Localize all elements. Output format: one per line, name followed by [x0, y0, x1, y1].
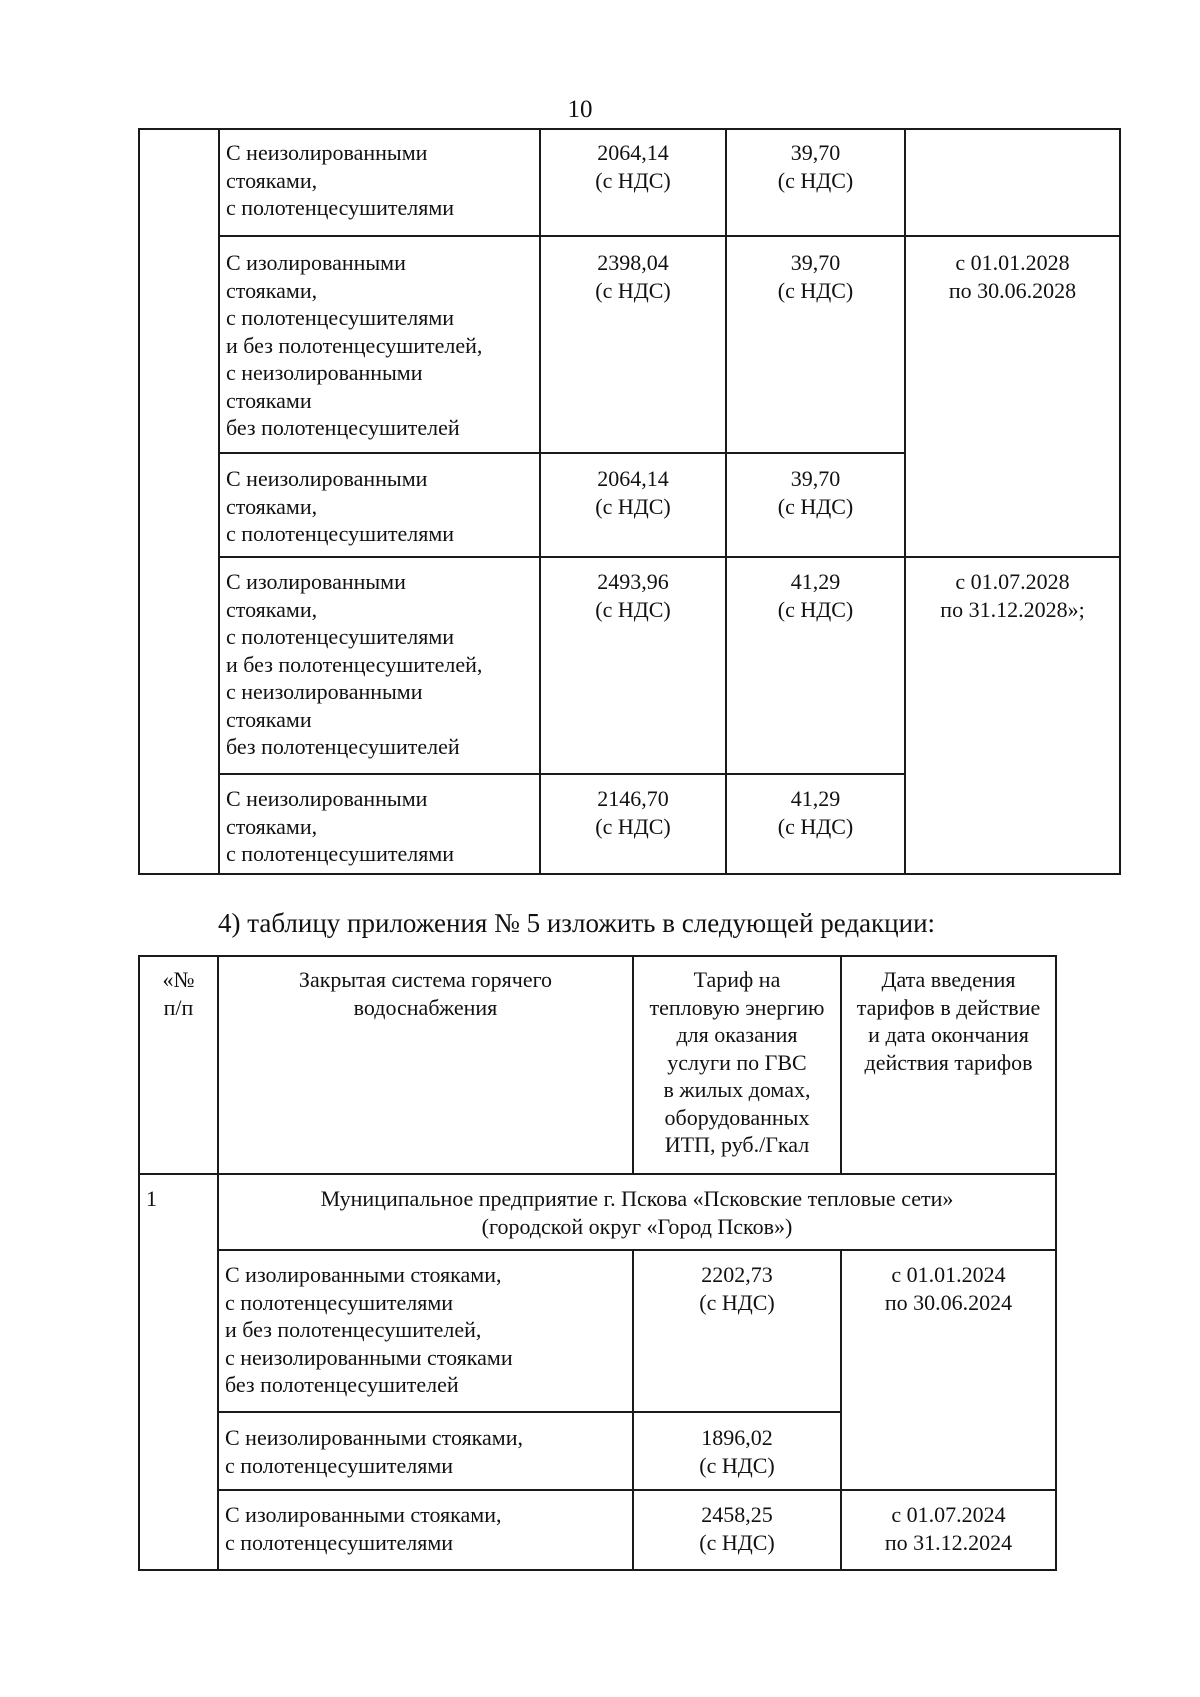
- table-border: [1055, 955, 1057, 1571]
- table-border: [138, 1173, 1057, 1175]
- tariff-cell: 1896,02 (с НДС): [699, 1425, 775, 1478]
- component-cell: 39,70 (с НДС): [777, 250, 854, 303]
- system-cell: С неизолированными стояками, с полотенцесушителями: [226, 786, 455, 866]
- table-border: [138, 1569, 1057, 1571]
- table-border: [138, 128, 140, 873]
- component-cell: 41,29 (с НДС): [777, 786, 854, 839]
- period-cell: с 01.01.2028 по 30.06.2028: [948, 250, 1077, 303]
- system-cell: С неизолированными стояками, с полотенцесушителями: [226, 140, 455, 220]
- component-cell: 39,70 (с НДС): [777, 140, 854, 193]
- component-cell: 41,29 (с НДС): [777, 569, 854, 622]
- period-cell: с 01.01.2024 по 30.06.2024: [884, 1262, 1013, 1315]
- table-border: [217, 1249, 1057, 1251]
- table-border: [138, 128, 1121, 130]
- table-border: [1119, 128, 1121, 873]
- system-cell: С изолированными стояками, с полотенцесушителями: [225, 1502, 502, 1555]
- table-border: [218, 452, 906, 454]
- table-border: [138, 955, 140, 1571]
- tariff-cell: 2493,96 (с НДС): [595, 569, 671, 622]
- table-border: [138, 955, 1057, 957]
- section-heading: 4) таблицу приложения № 5 изложить в следующей редакции:: [218, 908, 936, 938]
- tariff-cell: 2064,14 (с НДС): [595, 466, 671, 519]
- table-border: [218, 128, 220, 873]
- system-cell: С неизолированными стояками, с полотенцесушителями: [226, 466, 455, 546]
- period-cell: с 01.07.2024 по 31.12.2024: [884, 1502, 1013, 1555]
- table-border: [218, 235, 1121, 237]
- system-cell: С изолированными стояками, с полотенцесушителями и без полотенцесушителей, с неизолированными стояками без полотенцесушителей: [226, 250, 483, 440]
- header-system: Закрытая система горячего водоснабжения: [298, 967, 553, 1020]
- row-number: 1: [146, 1186, 157, 1211]
- tariff-cell: 2202,73 (с НДС): [699, 1262, 775, 1315]
- table-border: [218, 773, 906, 775]
- tariff-cell: 2458,25 (с НДС): [699, 1502, 775, 1555]
- header-dates: Дата введения тарифов в действие и дата окончания действия тарифов: [856, 967, 1041, 1075]
- table-border: [217, 1411, 842, 1413]
- header-number: «№ п/п: [162, 967, 195, 1020]
- header-tariff: Тариф на тепловую энергию для оказания услуги по ГВС в жилых домах, оборудованных ИТП, руб./Гкал: [649, 967, 825, 1157]
- tariff-cell: 2146,70 (с НДС): [595, 786, 671, 839]
- organization-name: Муниципальное предприятие г. Пскова «Псковские тепловые сети» (городской округ «Город Псков»): [320, 1186, 954, 1239]
- page-number: 10: [567, 96, 593, 123]
- system-cell: С изолированными стояками, с полотенцесушителями и без полотенцесушителей, с неизолированными стояками без полотенцесушителей: [226, 569, 483, 759]
- table-border: [218, 556, 1121, 558]
- table-border: [904, 128, 906, 873]
- system-cell: С неизолированными стояками, с полотенцесушителями: [225, 1425, 523, 1478]
- tariff-cell: 2398,04 (с НДС): [595, 250, 671, 303]
- table-border: [217, 955, 219, 1571]
- tariff-cell: 2064,14 (с НДС): [595, 140, 671, 193]
- table-border: [138, 873, 1121, 875]
- system-cell: С изолированными стояками, с полотенцесушителями и без полотенцесушителей, с неизолированными стояками без полотенцесушителей: [225, 1262, 513, 1397]
- component-cell: 39,70 (с НДС): [777, 466, 854, 519]
- period-cell: с 01.07.2028 по 31.12.2028»;: [940, 569, 1085, 622]
- table-border: [217, 1489, 1057, 1491]
